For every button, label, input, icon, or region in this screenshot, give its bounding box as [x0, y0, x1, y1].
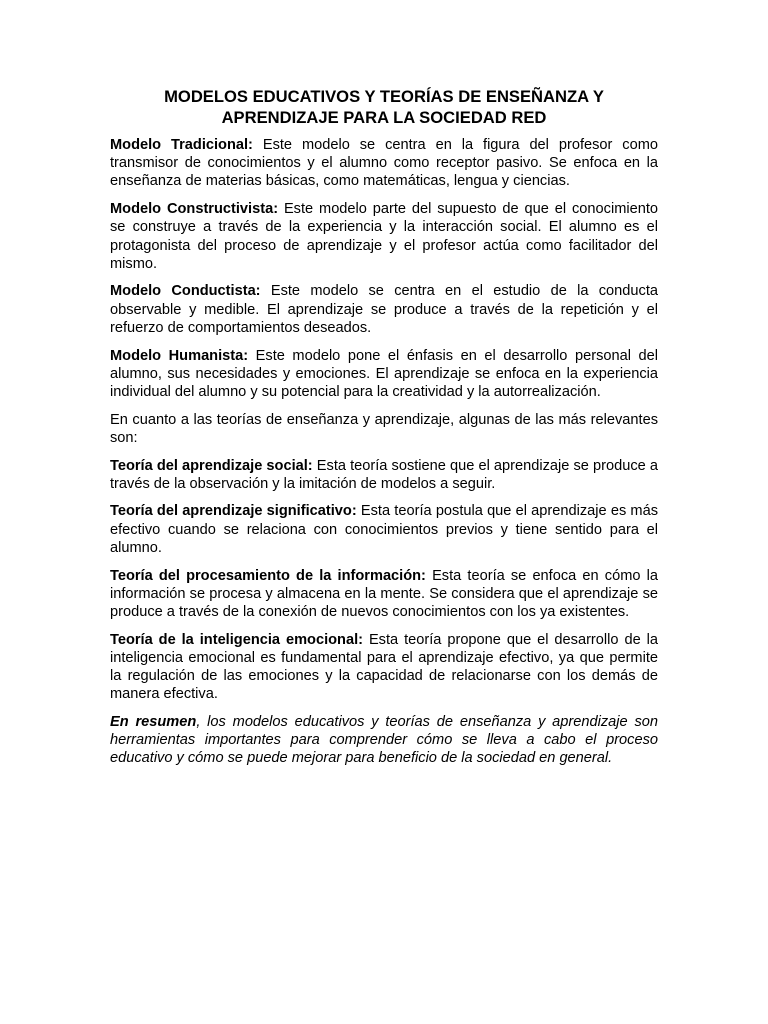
document-title: MODELOS EDUCATIVOS Y TEORÍAS DE ENSEÑANZA Y APRENDIZAJE PARA LA SOCIEDAD RED	[164, 87, 604, 127]
paragraph-text: En cuanto a las teorías de enseñanza y aprendizaje, algunas de las más relevantes son:	[110, 411, 658, 446]
paragraph-term: Modelo Humanista:	[110, 347, 249, 364]
paragraph-text: Esta teoría se enfoca en cómo la información se procesa y almacena en la mente. Se considera que el aprendizaje se produce a través de la conexión de nuevos conocimientos con los ya existentes.	[110, 567, 658, 620]
paragraph-text: Esta teoría postula que el aprendizaje es más efectivo cuando se relaciona con conocimientos previos y tiene sentido para el alumno.	[110, 503, 659, 556]
paragraph-teoria-aprendizaje-significativo	[110, 502, 658, 557]
paragraph-modelo-conductista	[110, 282, 658, 337]
paragraph-term: Teoría de la inteligencia emocional:	[110, 631, 363, 648]
paragraph-teoria-aprendizaje-social	[110, 457, 658, 493]
paragraph-summary	[110, 713, 658, 768]
paragraph-modelo-constructivista	[110, 200, 658, 273]
paragraph-modelo-tradicional	[110, 136, 658, 191]
paragraph-text: Este modelo pone el énfasis en el desarrollo personal del alumno, sus necesidades y emociones. El aprendizaje se enfoca en la experiencia individual del alumno y su potencial para la creatividad y la autorrealización.	[110, 347, 659, 400]
paragraph-term: Teoría del procesamiento de la información:	[110, 567, 426, 584]
summary-term: En resumen	[110, 713, 197, 730]
paragraph-term: Teoría del aprendizaje significativo:	[110, 503, 357, 520]
paragraph-modelo-humanista	[110, 347, 658, 402]
paragraph-text: Esta teoría propone que el desarrollo de la inteligencia emocional es fundamental para el aprendizaje efectivo, ya que permite la regulación de las emociones y la capacidad de relacionarse con los demás de manera efectiva.	[110, 631, 658, 703]
paragraph-term: Modelo Conductista:	[110, 283, 261, 300]
paragraph-text: Este modelo parte del supuesto de que el conocimiento se construye a través de la experiencia y la interacción social. El alumno es el protagonista del proceso de aprendizaje y el profesor actúa como facilitador del mismo.	[110, 201, 658, 272]
paragraph-teorias-intro	[110, 411, 658, 447]
paragraph-term: Modelo Tradicional:	[110, 137, 253, 153]
paragraph-term: Teoría del aprendizaje social:	[110, 457, 313, 474]
document-page	[110, 86, 658, 777]
paragraph-text: Este modelo se centra en el estudio de la conducta observable y medible. El aprendizaje se produce a través de la repetición y el refuerzo de comportamientos deseados.	[110, 283, 658, 336]
paragraph-text: Esta teoría sostiene que el aprendizaje se produce a través de la observación y la imitación de modelos a seguir.	[110, 457, 658, 492]
summary-text: , los modelos educativos y teorías de enseñanza y aprendizaje son herramientas importantes para comprender cómo se lleva a cabo el proceso educativo y cómo se puede mejorar para beneficio de la sociedad en general.	[110, 713, 658, 767]
paragraph-term: Modelo Constructivista:	[110, 201, 279, 218]
paragraph-text: Este modelo se centra en la figura del profesor como transmisor de conocimientos y el alumno como receptor pasivo. Se enfoca en la enseñanza de materias básicas, como matemáticas, lengua y ciencias.	[110, 137, 658, 190]
paragraph-teoria-procesamiento-informacion	[110, 567, 658, 622]
paragraph-teoria-inteligencia-emocional	[110, 631, 658, 704]
